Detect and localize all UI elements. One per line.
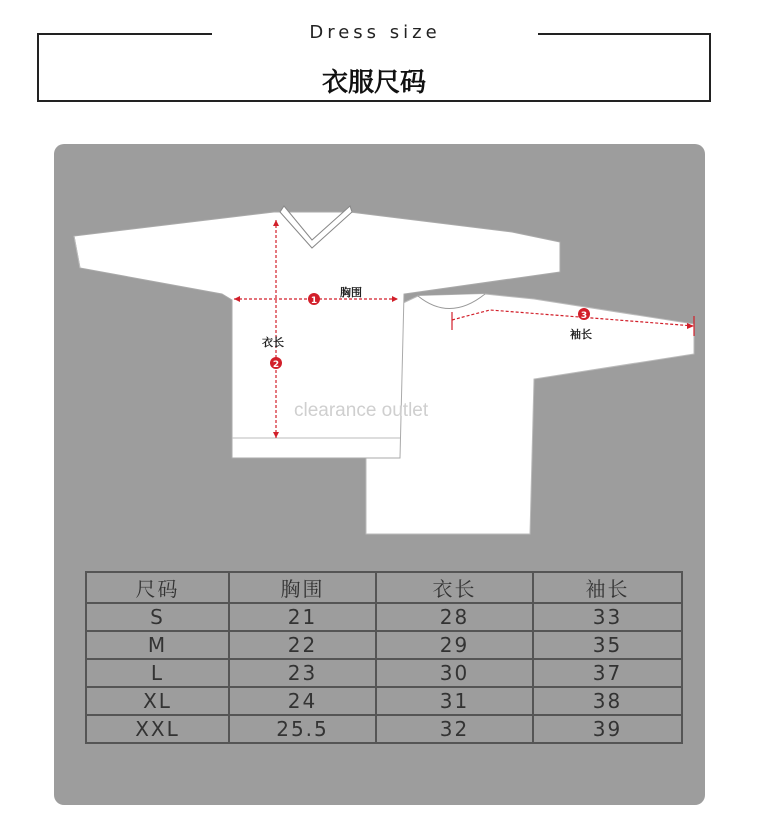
cell-length: 28 xyxy=(376,603,533,631)
svg-text:2: 2 xyxy=(272,360,280,370)
table-row xyxy=(86,659,682,687)
cell-length: 31 xyxy=(376,687,533,715)
cell-size: S xyxy=(86,603,229,631)
cell-chest: 25.5 xyxy=(229,715,376,743)
table-row xyxy=(86,603,682,631)
watermark: clearance outlet xyxy=(294,400,429,421)
table-row xyxy=(86,631,682,659)
length-label: 衣长 xyxy=(262,336,284,349)
cell-sleeve: 35 xyxy=(533,631,682,659)
header-subtitle: Dress size xyxy=(309,22,441,43)
header-sleeve: 袖长 xyxy=(533,572,682,603)
header-length: 衣长 xyxy=(376,572,533,603)
cell-sleeve: 33 xyxy=(533,603,682,631)
svg-text:1: 1 xyxy=(310,296,318,306)
cell-size: XXL xyxy=(86,715,229,743)
header-size: 尺码 xyxy=(86,572,229,603)
header-title: 衣服尺码 xyxy=(321,68,426,98)
svg-text:3: 3 xyxy=(580,311,588,321)
cell-length: 32 xyxy=(376,715,533,743)
jersey-illustration xyxy=(54,144,705,544)
cell-length: 29 xyxy=(376,631,533,659)
cell-chest: 23 xyxy=(229,659,376,687)
cell-size: L xyxy=(86,659,229,687)
sleeve-label: 袖长 xyxy=(570,328,592,341)
table-header-row xyxy=(86,572,682,603)
cell-size: M xyxy=(86,631,229,659)
cell-sleeve: 38 xyxy=(533,687,682,715)
table-row xyxy=(86,715,682,743)
cell-size: XL xyxy=(86,687,229,715)
cell-chest: 24 xyxy=(229,687,376,715)
size-table xyxy=(85,571,683,744)
header-chest: 胸围 xyxy=(229,572,376,603)
chest-label: 胸围 xyxy=(340,286,362,299)
cell-sleeve: 39 xyxy=(533,715,682,743)
cell-chest: 22 xyxy=(229,631,376,659)
cell-sleeve: 37 xyxy=(533,659,682,687)
cell-chest: 21 xyxy=(229,603,376,631)
cell-length: 30 xyxy=(376,659,533,687)
table-row xyxy=(86,687,682,715)
